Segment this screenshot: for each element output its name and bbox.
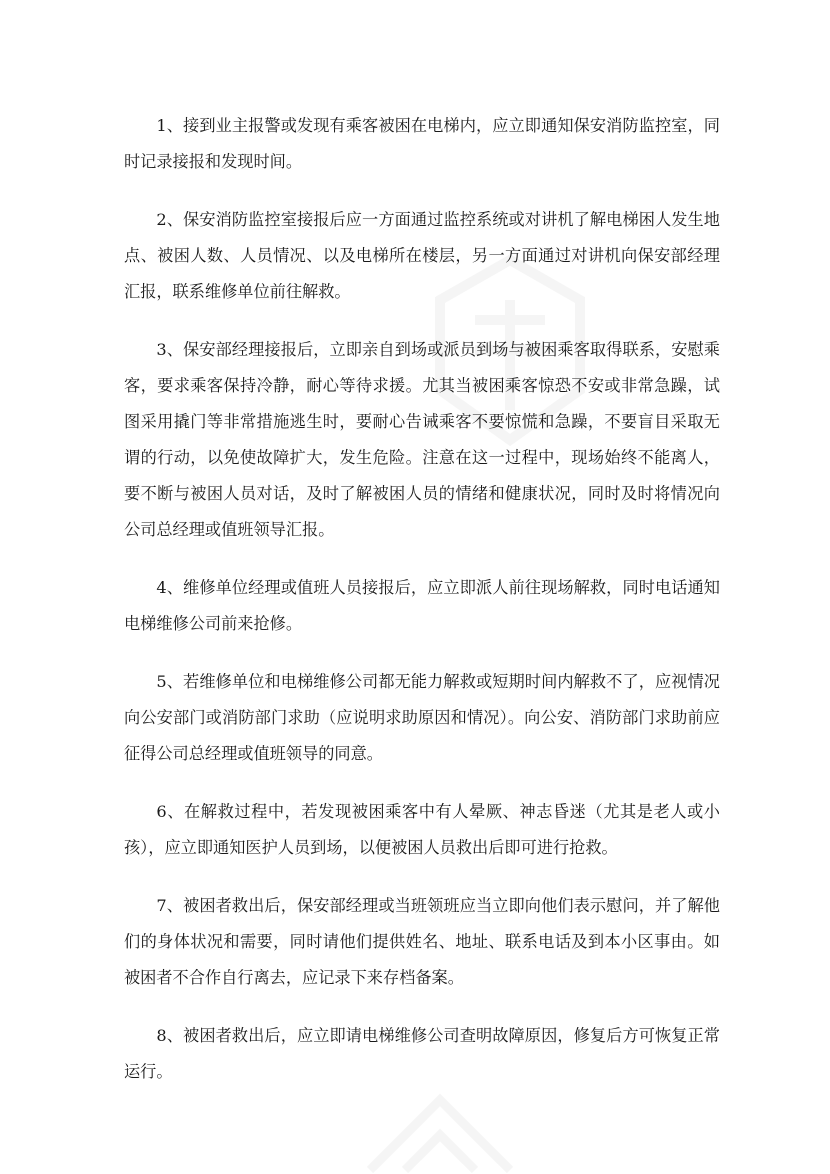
paragraph-1: 1、接到业主报警或发现有乘客被困在电梯内，应立即通知保安消防监控室，同时记录接报和发现时间。 [124,116,720,171]
paragraph-8: 8、被困者救出后，应立即请电梯维修公司查明故障原因，修复后方可恢复正常运行。 [124,1026,720,1081]
paragraph-7: 7、被困者救出后，保安部经理或当班领班应当立即向他们表示慰问，并了解他们的身体状况和需要，同时请他们提供姓名、地址、联系电话及到本小区事由。如被困者不合作自行离去，应记录下来存档备案。 [124,896,720,987]
paragraph-2: 2、保安消防监控室接报后应一方面通过监控系统或对讲机了解电梯困人发生地点、被困人数、人员情况、以及电梯所在楼层，另一方面通过对讲机向保安部经理汇报，联系维修单位前往解救。 [124,210,720,301]
paragraph-5: 5、若维修单位和电梯维修公司都无能力解救或短期时间内解救不了，应视情况向公安部门或消防部门求助（应说明求助原因和情况）。向公安、消防部门求助前应征得公司总经理或值班领导的同意。 [124,672,720,763]
paragraph-4: 4、维修单位经理或值班人员接报后，应立即派人前往现场解救，同时电话通知电梯维修公司前来抢修。 [124,578,720,633]
document-body [124,108,720,1112]
paragraph-6: 6、在解救过程中，若发现被困乘客中有人晕厥、神志昏迷（尤其是老人或小孩），应立即通知医护人员到场，以便被困人员救出后即可进行抢救。 [124,802,720,857]
paragraph-3: 3、保安部经理接报后，立即亲自到场或派员到场与被困乘客取得联系，安慰乘客，要求乘客保持冷静，耐心等待求援。尤其当被困乘客惊恐不安或非常急躁，试图采用撬门等非常措施逃生时，要耐心告诫乘客不要惊慌和急躁，不要盲目采取无谓的行动，以免使故障扩大，发生危险。注意在这一过程中，现场始终不能离人，要不断与被困人员对话，及时了解被困人员的情绪和健康状况，同时及时将情况向公司总经理或值班领导汇报。 [124,340,720,539]
